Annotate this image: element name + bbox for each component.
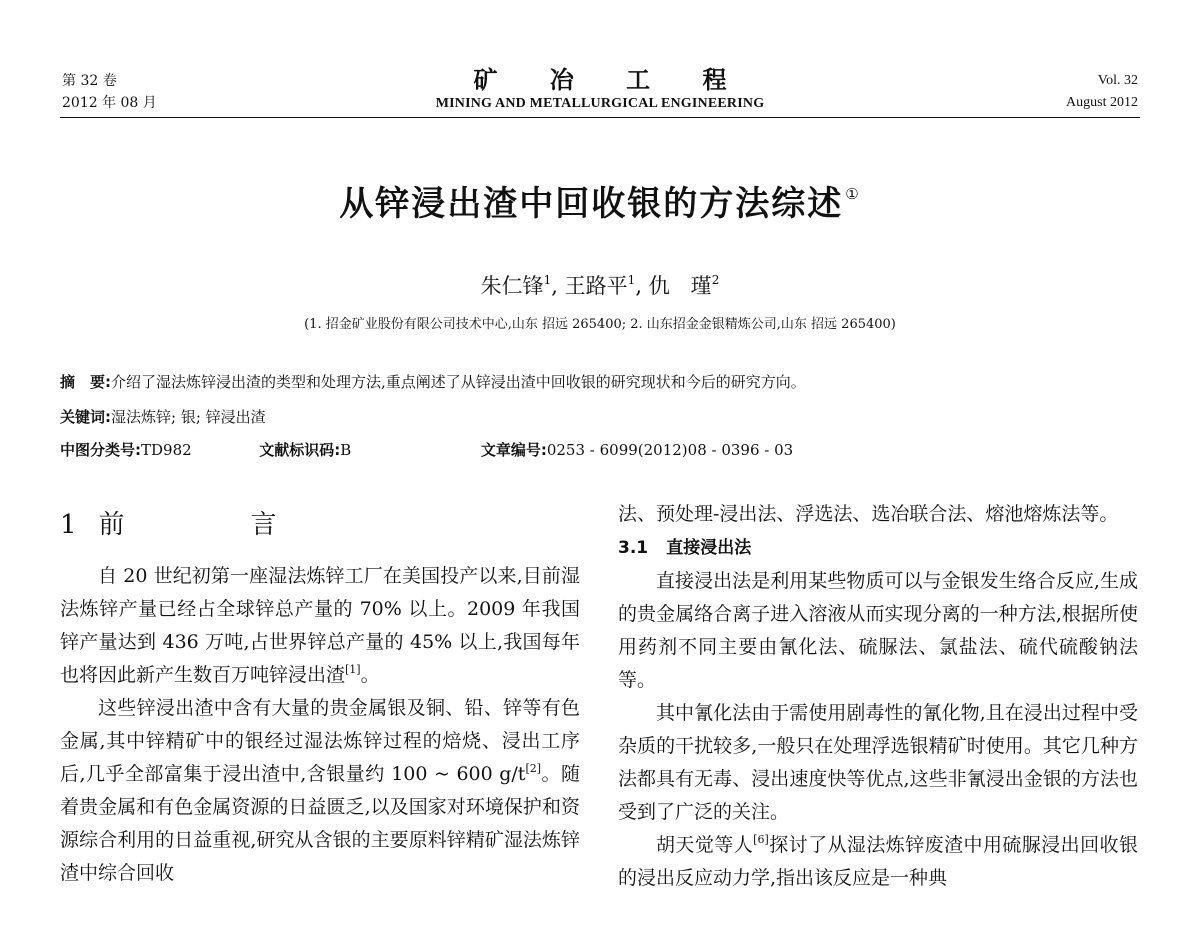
abstract-label: 摘 要: (60, 373, 111, 391)
paragraph-text: 这些锌浸出渣中含有大量的贵金属银及铜、铅、锌等有色金属,其中锌精矿中的银经过湿法炼锌过程的焙烧、浸出工序后,几乎全部富集于浸出渣中,含银量约 100 ~ 600 g/t (60, 697, 580, 785)
paragraph-text: 胡天觉等人 (656, 834, 754, 856)
right-column (618, 498, 1138, 895)
citation: [6] (753, 833, 769, 846)
left-column (60, 498, 580, 890)
author-separator: , (635, 274, 642, 298)
keywords-label: 关键词: (60, 408, 111, 426)
keywords-text: 湿法炼锌; 银; 锌浸出渣 (111, 408, 266, 426)
abstract-text: 介绍了湿法炼锌浸出渣的类型和处理方法,重点阐述了从锌浸出渣中回收银的研究现状和今后的研究方向。 (111, 373, 806, 391)
keywords (60, 407, 1140, 427)
volume-en: Vol. 32 (1097, 73, 1138, 88)
affiliations: (1. 招金矿业股份有限公司技术中心,山东 招远 265400; 2. 山东招金金银精炼公司,山东 招远 265400) (304, 317, 896, 332)
journal-name-cn: 矿 冶 工 程 (473, 65, 749, 94)
citation: [2] (525, 762, 542, 775)
paragraph: 法、预处理-浸出法、浮选法、选冶联合法、熔池熔炼法等。 (618, 503, 1119, 525)
article-number-value: 0253 - 6099(2012)08 - 0396 - 03 (546, 441, 794, 459)
paragraph: 直接浸出法是利用某些物质可以与金银发生络合反应,生成的贵金属络合离子进入溶液从而实现分离的一种方法,根据所使用药剂不同主要由氰化法、硫脲法、氯盐法、硫代硫酸钠法等。 (618, 570, 1138, 691)
author-affil-mark: 1 (543, 273, 552, 287)
subsection-heading (618, 531, 1138, 565)
title-footnote-mark: ① (845, 185, 861, 203)
paragraph-text: 。随着贵金属和有色金属资源的日益匮乏,以及国家对环境保护和资源综合利用的日益重视,研究从含银的主要原料锌精矿湿法炼锌渣中综合回收 (60, 763, 580, 884)
title-text: 从锌浸出渣中回收银的方法综述 (339, 184, 844, 224)
paragraph-text: 。 (360, 664, 380, 686)
paragraph-text: 自 20 世纪初第一座湿法炼锌工厂在美国投产以来,目前湿法炼锌产量已经占全球锌总产量的 70% 以上。2009 年我国锌产量达到 436 万吨,占世界锌总产量的 45% 以上,我国每年也将因此新产生数百万吨锌浸出渣 (60, 565, 580, 686)
paragraph: 其中氰化法由于需使用剧毒性的氰化物,且在浸出过程中受杂质的干扰较多,一般只在处理浮选银精矿时使用。其它几种方法都具有无毒、浸出速度快等优点,这些非氰浸出金银的方法也受到了广泛的关注。 (618, 702, 1138, 823)
author-affil-mark: 2 (711, 273, 720, 287)
subsection-number: 3.1 (618, 538, 649, 558)
header-left (62, 70, 157, 114)
author-affil-mark: 1 (627, 273, 636, 287)
paragraph (60, 692, 580, 890)
doc-code-label: 文献标识码: (259, 441, 341, 459)
clc-value: TD982 (141, 441, 192, 459)
header-right (1066, 70, 1138, 114)
section-number: 1 (60, 510, 77, 540)
clc-label: 中图分类号: (60, 441, 141, 459)
classification-line (60, 440, 1140, 460)
citation: [1] (345, 663, 361, 676)
author-separator: , (551, 274, 558, 298)
author-name: 朱仁锋 (480, 274, 544, 298)
date-cn: 2012 年 08 月 (62, 95, 157, 111)
date-en: August 2012 (1066, 95, 1138, 110)
header-center (380, 66, 820, 114)
section-heading (60, 506, 580, 544)
subsection-title: 直接浸出法 (666, 538, 752, 558)
author-name: 王路平 (564, 274, 628, 298)
doc-code-value: B (340, 441, 352, 459)
volume-cn: 第 32 卷 (62, 73, 117, 89)
paragraph-text: 探讨了从湿法炼锌废渣中用硫脲浸出回收银的浸出反应动力学,指出该反应是一种典 (618, 834, 1138, 889)
abstract (60, 372, 1140, 392)
paragraph (60, 560, 580, 692)
author-list (0, 270, 1200, 300)
journal-name-en: MINING AND METALLURGICAL ENGINEERING (435, 96, 765, 111)
author-name: 仇 瑾 (648, 274, 712, 298)
paragraph (618, 829, 1138, 895)
article-title (0, 176, 1200, 225)
section-title: 前 言 (98, 510, 327, 540)
header-rule (60, 117, 1140, 118)
article-number-label: 文章编号: (480, 441, 547, 459)
